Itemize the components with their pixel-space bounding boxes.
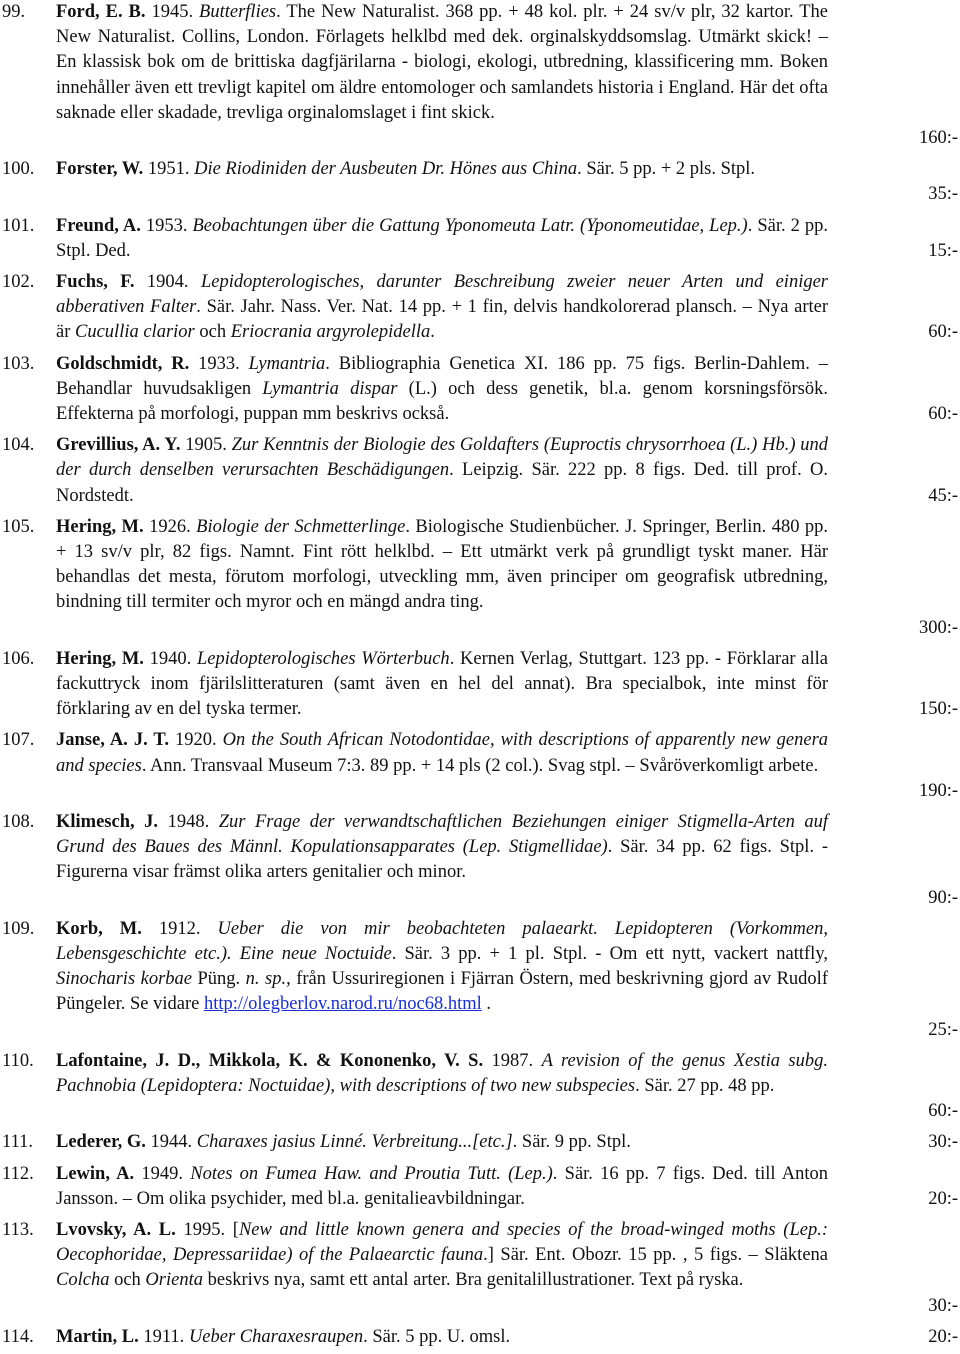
entry-number: 104. <box>2 435 35 456</box>
entry-number: 107. <box>2 730 35 751</box>
entry-price: 15:- <box>928 240 958 261</box>
entry-text: Freund, A. 1953. Beobachtungen über die Gattung Yponomeuta Latr. (Yponomeutidae, Lep.). Sär. 2 pp. Stpl. Ded. <box>56 215 829 261</box>
entry-price: 190:- <box>918 780 958 801</box>
entry-number: 114. <box>2 1326 34 1347</box>
entry-text: Lafontaine, J. D., Mikkola, K. & Kononenko, V. S. 1987. A revision of the genus Xestia subg. Pachnobia (Lepidoptera: Noctuidae), with descriptions of two new subspecies. Sär. 27 pp. 48 pp. <box>56 1050 828 1096</box>
entry-text: Lewin, A. 1949. Notes on Fumea Haw. and Proutia Tutt. (Lep.). Sär. 16 pp. 7 figs. Ded. till Anton Jansson. – Om olika psychider, med bl.a. genitalieavbildningar. <box>56 1163 829 1209</box>
entry-number: 113. <box>2 1220 34 1240</box>
entry-price: 90:- <box>928 887 958 908</box>
entry-number: 110. <box>2 1050 34 1071</box>
entry-text: Lvovsky, A. L. 1995. [New and little known genera and species of the broad-winged moths (Lep.: Oecophoridae, Depressariidae) of the Palaearctic fauna.] Sär. Ent. Obozr. 15 pp. , 5 figs. – Släktena Colcha och Orienta beskrivs nya, samt ett antal arter. Bra genitalillustrationer. Text på ryska. <box>56 1220 828 1291</box>
entry-price: 60:- <box>928 322 958 343</box>
external-link[interactable]: http://olegberlov.narod.ru/noc68.html <box>203 994 482 1015</box>
entry-number: 100. <box>2 159 35 180</box>
entry-number: 103. <box>2 353 35 374</box>
entry-text: Lederer, G. 1944. Charaxes jasius Linné. Verbreitung...[etc.]. Sär. 9 pp. Stpl. <box>56 1132 631 1153</box>
entry-price: 60:- <box>928 403 958 424</box>
entry-text: Klimesch, J. 1948. Zur Frage der verwandtschaftlichen Beziehungen einiger Stigmella-Arten auf Grund des Baues des Männl. Kopulationsapparates (Lep. Stigmellidae). Sär. 34 pp. 62 figs. Stpl. - Figurerna visar främst olika arters genitalier och minor. <box>56 812 828 883</box>
entry-number: 109. <box>2 918 35 939</box>
entry-text: Grevillius, A. Y. 1905. Zur Kenntnis der Biologie des Goldafters (Euproctis chrysorrhoea (L.) Hb.) und der durch denselben verursachten Beschädigungen. Leipzig. Sär. 222 pp. 8 figs. Ded. till prof. O. Nordstedt. <box>56 435 828 506</box>
entry-text: Goldschmidt, R. 1933. Lymantria. Bibliographia Genetica XI. 186 pp. 75 figs. Berlin-Dahlem. – Behandlar huvudsakligen Lymantria dispar (L.) och dess genetik, bl.a. genom korsningsförsök. Effekterna på morfologi, puppan mm beskrivs också. <box>56 353 829 424</box>
entry-number: 105. <box>2 516 35 537</box>
entry-number: 99. <box>2 2 26 22</box>
entry-price: 150:- <box>918 699 958 720</box>
entry-text: Ford, E. B. 1945. Butterflies. The New Naturalist. 368 pp. + 48 kol. plr. + 24 sv/v plr, 32 kartor. The New Naturalist. Collins, London. Förlagets helklbd med dek. orginalskyddsomslag. Utmärkt skick! – En klassisk bok om de brittiska dagfjärilarna - biologi, ekologi, utbredning, klassificering mm. Boken innehåller även ett trevligt kapitel om äldre entomologer och samlandets historia i England. Här det ofta saknade eller skadade, trevliga orginalomslaget i fint skick. <box>56 2 829 123</box>
entry-text: Hering, M. 1926. Biologie der Schmetterlinge. Biologische Studienbücher. J. Springer, Berlin. 480 pp. + 13 sv/v plr, 82 figs. Namnt. Fint rött helklbd. – Ett utmärkt verk på grundligt tyskt maner. Här behandlas det mesta, förutom morfologi, utveckling mm, även principer om geografisk utbredning, bindning till termiter och myror och en mängd andra ting. <box>56 516 829 613</box>
entry-text: Forster, W. 1951. Die Riodiniden der Ausbeuten Dr. Hönes aus China. Sär. 5 pp. + 2 pls. Stpl. <box>56 159 756 180</box>
entry-text: Hering, M. 1940. Lepidopterologisches Wörterbuch. Kernen Verlag, Stuttgart. 123 pp. - Förklarar alla fackuttryck inom fjärilslitteraturen (samt även en hel del annat). Bra specialbok, inte minst för förklaring av en del tyska termer. <box>56 648 828 720</box>
entry-number: 112. <box>2 1163 34 1184</box>
entry-number: 108. <box>2 812 35 832</box>
entry-number: 106. <box>2 648 35 669</box>
entry-text: Janse, A. J. T. 1920. On the South African Notodontidae, with descriptions of apparently new genera and species. Ann. Transvaal Museum 7:3. 89 pp. + 14 pls (2 col.). Svag stpl. – Svåröverkomligt arbete. <box>56 730 829 776</box>
entry-price: 20:- <box>928 1188 958 1209</box>
entry-text: Fuchs, F. 1904. Lepidopterologisches, darunter Beschreibung zweier neuer Arten und einiger abberativen Falter. Sär. Jahr. Nass. Ver. Nat. 14 pp. + 1 fin, delvis handkolorerad plansch. – Nya arter är Cucullia clarior och Eriocrania argyrolepidella. <box>56 272 829 343</box>
entry-price: 20:- <box>928 1326 958 1347</box>
entry-number: 101. <box>2 215 35 236</box>
entry-text: Korb, M. 1912. Ueber die von mir beobachteten palaearkt. Lepidopteren (Vorkommen, Lebensgeschichte etc.). Eine neue Noctuide. Sär. 3 pp. + 1 pl. Stpl. - Om ett nytt, vackert nattfly, Sinocharis korbae Püng. n. sp., från Ussuriregionen i Fjärran Östern, med beskrivning gjord av Rudolf Püngeler. Se vidare http://olegberlov.narod.ru/noc68.html . <box>56 918 828 1015</box>
entry-number: 102. <box>2 272 35 292</box>
entry-price: 300:- <box>918 617 958 638</box>
entry-price: 25:- <box>928 1019 958 1040</box>
entry-number: 111. <box>2 1132 34 1153</box>
entry-price: 160:- <box>918 128 958 148</box>
entry-price: 30:- <box>928 1295 958 1316</box>
entry-price: 60:- <box>928 1101 958 1122</box>
entry-price: 30:- <box>928 1132 958 1153</box>
entry-text: Martin, L. 1911. Ueber Charaxesraupen. Sär. 5 pp. U. omsl. <box>56 1326 511 1347</box>
entry-price: 35:- <box>928 184 958 205</box>
entry-price: 45:- <box>928 485 958 506</box>
